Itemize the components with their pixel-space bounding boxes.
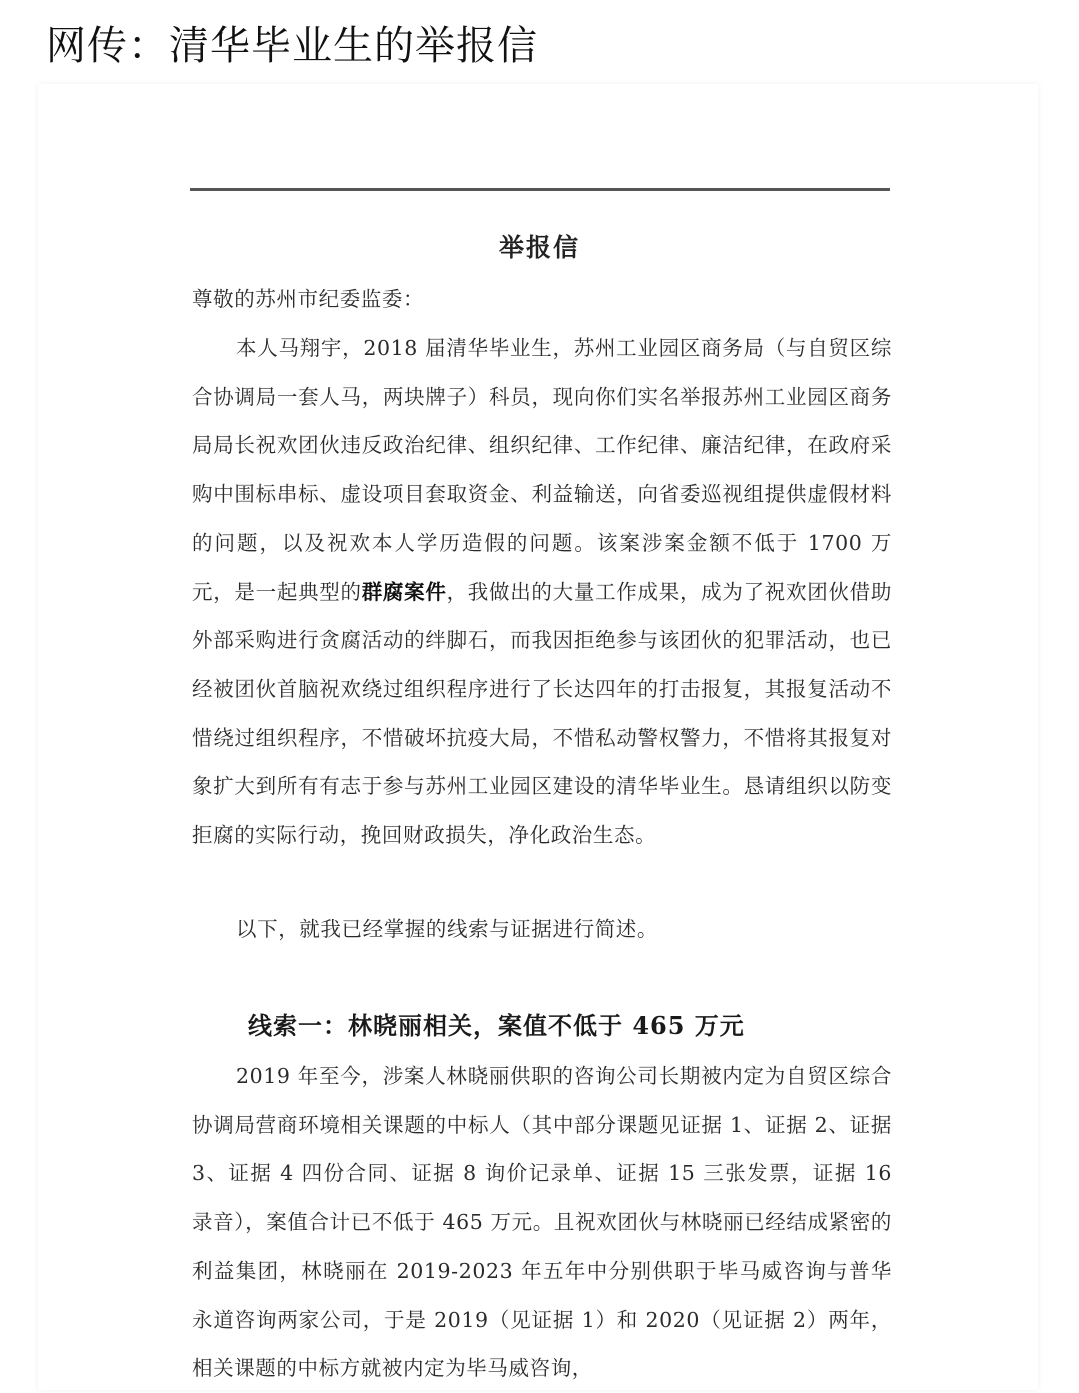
salutation: 尊敬的苏州市纪委监委： — [192, 287, 425, 311]
section-heading-clue-one: 线索一：林晓丽相关，案值不低于 465 万元 — [248, 1011, 745, 1040]
paragraph-intro-part1: 本人马翔宇，2018 届清华毕业生，苏州工业园区商务局（与自贸区综合协调局一套人马，两块牌子）科员，现向你们实名举报苏州工业园区商务局局长祝欢团伙违反政治纪律、组织纪律、工作纪律、廉洁纪律，在政府采购中围标串标、虚设项目套取资金、利益输送，向省委巡视组提供虚假材料的问题，以及祝欢本人学历造假的问题。该案涉案金额不低于 1700 万元，是一起典型的 — [192, 336, 892, 604]
image-caption: 网传：清华毕业生的举报信 — [46, 23, 538, 69]
emphasis-group-corruption: 群腐案件 — [361, 579, 447, 604]
letter-title: 举报信 — [498, 233, 580, 262]
paragraph-clue-one: 2019 年至今，涉案人林晓丽供职的咨询公司长期被内定为自贸区综合协调局营商环境相关课题的中标人（其中部分课题见证据 1、证据 2、证据 3、证据 4 四份合同、证据 8 询价记录单、证据 15 三张发票，证据 16 录音），案值合计已不低于 465 万元。且祝欢团伙与林晓丽已经结成紧密的利益集团，林晓丽在 2019-2023 年五年中分别供职于毕马威咨询与普华永道咨询两家公司，于是 2019（见证据 1）和 2020（见证据 2）两年，相关课题的中标方就被内定为毕马威咨询， — [192, 1064, 892, 1381]
header-rule — [190, 188, 890, 191]
paragraph-intro — [192, 324, 892, 860]
paragraph-intro-part2: ，我做出的大量工作成果，成为了祝欢团伙借助外部采购进行贪腐活动的绊脚石，而我因拒绝参与该团伙的犯罪活动，也已经被团伙首脑祝欢绕过组织程序进行了长达四年的打击报复，其报复活动不惜绕过组织程序，不惜破坏抗疫大局，不惜私动警权警力，不惜将其报复对象扩大到所有有志于参与苏州工业园区建设的清华毕业生。恳请组织以防变拒腐的实际行动，挽回财政损失，净化政治生态。 — [192, 579, 892, 848]
paragraph-summary-intro: 以下，就我已经掌握的线索与证据进行简述。 — [236, 917, 658, 941]
